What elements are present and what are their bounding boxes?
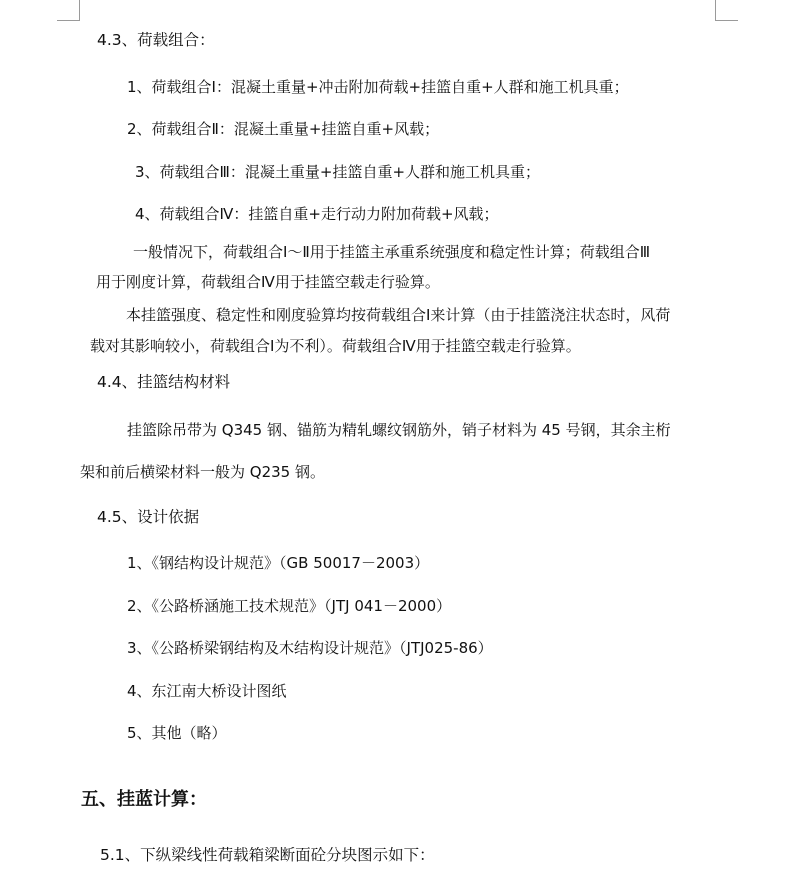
crop-mark-left (57, 0, 80, 21)
general-paragraph-2-line-1: 本挂篮强度、稳定性和刚度验算均按荷载组合Ⅰ来计算（由于挂篮浇注状态时，风荷 (126, 306, 671, 324)
design-basis-item-4: 4、东江南大桥设计图纸 (127, 682, 287, 700)
section-4-4-heading: 4.4、挂篮结构材料 (97, 373, 231, 391)
design-basis-item-1: 1、《钢结构设计规范》（GB 50017－2003） (127, 554, 430, 572)
design-basis-item-3: 3、《公路桥梁钢结构及木结构设计规范》（JTJ025-86） (127, 639, 493, 657)
material-paragraph-line-2: 架和前后横梁材料一般为 Q235 钢。 (80, 463, 325, 481)
section-5-1-heading: 5.1、下纵梁线性荷载箱梁断面砼分块图示如下： (100, 846, 435, 864)
section-4-3-heading: 4.3、荷载组合： (97, 31, 215, 49)
design-basis-item-5: 5、其他（略） (127, 724, 227, 742)
load-combination-3: 3、荷载组合Ⅲ：混凝土重量+挂篮自重+人群和施工机具重； (135, 163, 541, 181)
section-4-5-heading: 4.5、设计依据 (97, 508, 200, 526)
design-basis-item-2: 2、《公路桥涵施工技术规范》（JTJ 041－2000） (127, 597, 452, 615)
load-combination-1: 1、荷载组合Ⅰ：混凝土重量+冲击附加荷载+挂篮自重+人群和施工机具重； (127, 78, 629, 96)
load-combination-4: 4、荷载组合Ⅳ：挂篮自重+走行动力附加荷载+风载； (135, 205, 499, 223)
general-paragraph-1-line-2: 用于刚度计算，荷载组合Ⅳ用于挂篮空载走行验算。 (96, 273, 440, 291)
general-paragraph-2-line-2: 载对其影响较小，荷载组合Ⅰ为不利）。荷载组合Ⅳ用于挂篮空载走行验算。 (90, 337, 581, 355)
crop-mark-right (715, 0, 738, 21)
chapter-5-heading: 五、挂蓝计算： (81, 789, 207, 810)
material-paragraph-line-1: 挂篮除吊带为 Q345 钢、锚筋为精轧螺纹钢筋外，销子材料为 45 号钢，其余主桁 (127, 421, 671, 439)
general-paragraph-1-line-1: 一般情况下，荷载组合Ⅰ～Ⅱ用于挂篮主承重系统强度和稳定性计算；荷载组合Ⅲ (133, 243, 651, 261)
load-combination-2: 2、荷载组合Ⅱ：混凝土重量+挂篮自重+风载； (127, 120, 440, 138)
